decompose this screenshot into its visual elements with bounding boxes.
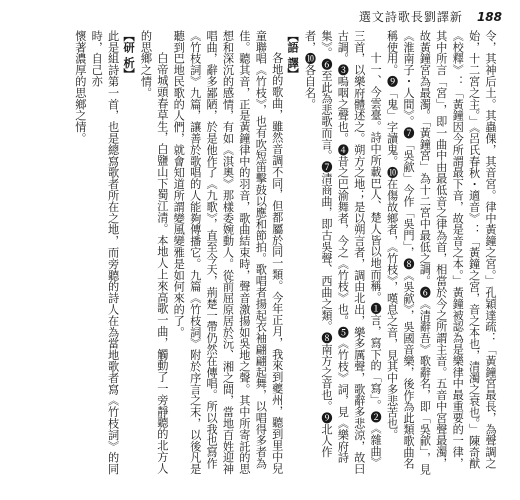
- translation-paragraph: 各地的歌曲，雖然音調不同，但都屬於同一類。今年正月，我來到夔州，聽到里中兒童聯唱《竹枝》，也有吹短笛擊鼓以應和節拍。歌唱者揚起衣袖翩翩起舞，以唱得多者為佳。聽其音，正是黃鐘律中的羽音，歌曲結束時，聲音激揚如吳地之聲。其中所寄託的思想和深沉的感情，有如《淇奧》那樣委婉動人。從前屈原居於沅、湘之間，當地百姓迎神唱曲，辭多鄙陋，於是他作了《九歌》，直至今天，荊楚一帶仍然在傳唱。所以我也寫作《竹枝詞》九篇，讓善於歌唱的人能夠傳播它。九篇《竹枝詞》附於序言之末，以後凡是聽到巴地民歌的人們，就會知道所謂變風變雅是如何來的了。: [172, 30, 284, 475]
- book-title: 選文詩歌長劉譯新: [358, 10, 463, 24]
- analysis-line: 此是組詩第一首，也是總寫歌者所在之地，而旁聽的詩人在為當地歌者寫《竹枝詞》的同時，自己亦: [90, 30, 120, 475]
- vertical-text-body: [12, 30, 498, 478]
- analysis-label: 【研 析】: [122, 30, 137, 80]
- translation-paragraph: 白帝城頭春草生，白鹽山下蜀江清。本地人上來高歌一曲，觸動了一旁靜聽的北方人的思鄉之情。: [139, 30, 169, 475]
- analysis-note: [71, 30, 137, 478]
- page-number: 188: [476, 10, 502, 24]
- section-heading: 【語 譯】: [286, 30, 301, 80]
- annotation-paragraph: 十一、今雲臺。詩中所載巴人、楚人皆以地而稱。❶言，寫下的「寫」。❷《雜曲》三首，以樂府體述之。朔方之地；是以朔言者，調由北出，樂多厲聲，歌辭多悲涼，故曰古調。❸嗚咽之聲也。❹昔之巴渝舞者，今之《竹枝》也。❺《竹枝》詞，見《樂府詩集》。❻至此為悲歌而言。❼清商曲，即古吳聲、西曲之類。❽南方之音也。❾北人作者，❿各自名。: [303, 30, 383, 475]
- running-head: [359, 8, 502, 25]
- analysis-line: 懷著濃厚的思鄉之情。: [73, 30, 87, 144]
- annotation-paragraph: 令，其神后土。其蟲倮，其音宮。律中黃鐘之宮。」孔穎達疏：「黃鐘宮最長，為聲調之始，十二宮之主。」《呂氏春秋・適音》：「黃鐘之宮，音之本也，清濁之衰也。」陳奇猷《校釋》：「黃鐘因今所謂最下音，故是音之本。」黃鐘被認為是樂律中最重要的一律，其中所言「宮」，即一曲中由最低音之律為首，相當於今之所謂主音。五音中宮聲最濁，故黃鐘宮為最濁。「黃鐘宮」為十二宮中最低之調。❻《清辭吾》歌辭名，即「吳歈」，見《淮南子・人間》。❼「吳歈」今作「吳門」，❽《吳歈》，吳國音樂，後作為此類歌曲名稱使用。❾「鬼」字讀鬼。❿在傷故鄉者，《竹枝》，嘆息之音，見其中多悲苦也。: [385, 30, 497, 475]
